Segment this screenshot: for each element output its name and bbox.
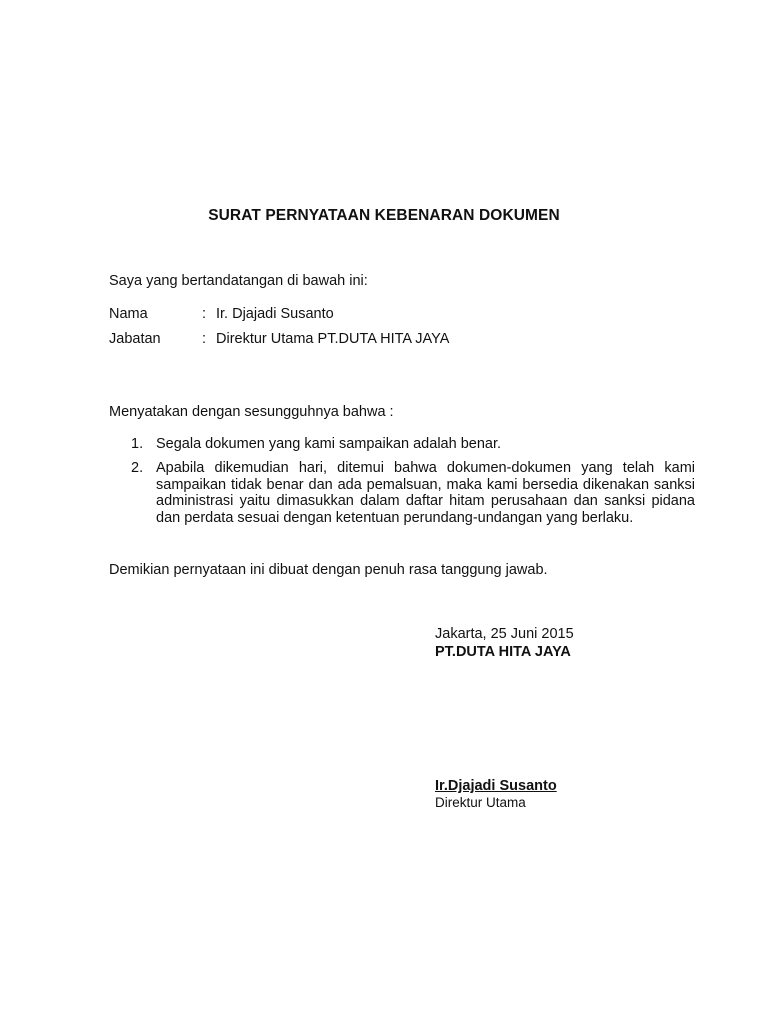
field-label: Jabatan	[109, 331, 161, 347]
list-item	[131, 436, 695, 453]
statement-list	[131, 436, 695, 527]
signer-title: Direktur Utama	[435, 795, 526, 810]
company-name: PT.DUTA HITA JAYA	[435, 644, 571, 660]
field-colon: :	[202, 306, 207, 322]
field-label: Nama	[109, 306, 148, 322]
closing-text: Demikian pernyataan ini dibuat dengan penuh rasa tanggung jawab.	[109, 562, 548, 578]
field-row-jabatan	[109, 331, 449, 347]
place-date: Jakarta, 25 Juni 2015	[435, 626, 574, 642]
list-item-number: 2.	[131, 459, 144, 476]
statement-intro: Menyatakan dengan sesungguhnya bahwa :	[109, 404, 394, 420]
field-value: Ir. Djajadi Susanto	[216, 306, 334, 322]
field-value: Direktur Utama PT.DUTA HITA JAYA	[216, 331, 450, 347]
list-item	[131, 460, 695, 527]
list-item-number: 1.	[131, 436, 144, 452]
list-item-text: Apabila dikemudian hari, ditemui bahwa dokumen-dokumen yang telah kami sampaikan tidak benar dan ada pemalsuan, maka kami bersedia dikenakan sanksi administrasi yaitu dimasukkan dalam daftar hitam perusahaan dan sanksi pidana dan perdata sesuai dengan ketentuan perundang-undangan yang berlaku.	[156, 459, 695, 527]
list-item-text: Segala dokumen yang kami sampaikan adalah benar.	[156, 436, 502, 452]
intro-text: Saya yang bertandatangan di bawah ini:	[109, 273, 368, 289]
signer-name: Ir.Djajadi Susanto	[435, 778, 557, 794]
field-row-nama	[109, 306, 334, 322]
field-colon: :	[202, 331, 207, 347]
document-title: SURAT PERNYATAAN KEBENARAN DOKUMEN	[208, 207, 560, 224]
